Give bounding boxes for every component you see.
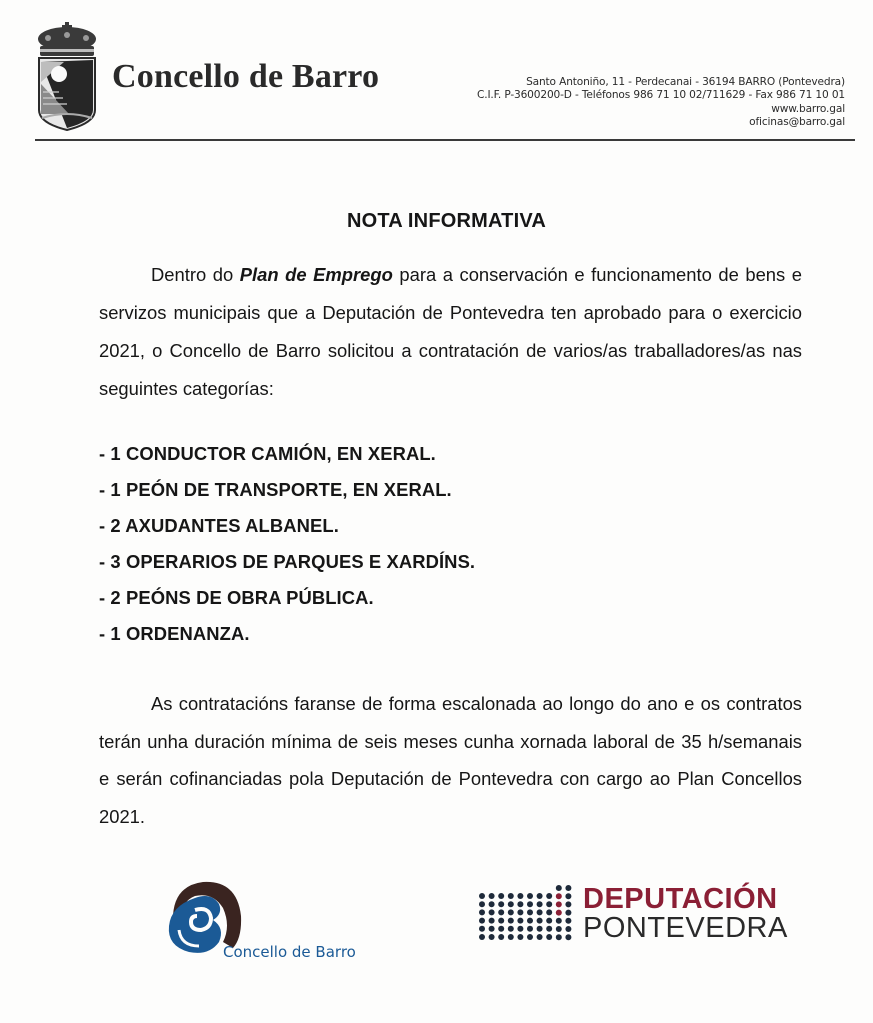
logo-dot xyxy=(489,909,495,915)
website-link[interactable]: www.barro.gal xyxy=(771,102,845,115)
logo-dot xyxy=(479,893,485,899)
logo-dot xyxy=(556,926,562,932)
logo-dot xyxy=(527,926,533,932)
logo-dot xyxy=(546,918,552,924)
logo-dot xyxy=(527,901,533,907)
logo-dot xyxy=(508,934,514,940)
logo-dot xyxy=(565,926,571,932)
logo-dot xyxy=(556,918,562,924)
logo-dot xyxy=(498,926,504,932)
logo-dot xyxy=(517,934,523,940)
logo-dot xyxy=(517,893,523,899)
logo-dot xyxy=(479,926,485,932)
logo-dot xyxy=(517,926,523,932)
logo-dot xyxy=(546,893,552,899)
list-item: - 2 PEÓNS DE OBRA PÚBLICA. xyxy=(99,587,374,608)
logo-dot xyxy=(498,893,504,899)
logo-dot xyxy=(508,926,514,932)
logo-dot xyxy=(546,901,552,907)
logo-dot xyxy=(479,901,485,907)
logo-dot xyxy=(556,885,562,891)
logo-dot xyxy=(489,893,495,899)
list-item: - 1 PEÓN DE TRANSPORTE, EN XERAL. xyxy=(99,479,452,500)
logo-dot xyxy=(498,934,504,940)
logo-dot xyxy=(508,909,514,915)
intro-text-after: para a conservación e funcionamento de bens e servizos municipais que a Deputación de Pontevedra ten aprobado para o exercicio 2021, o Concello de Barro solicitou a contratación de varios/as traballadores/as nas seguintes categorías: xyxy=(99,264,802,399)
logo-dot xyxy=(479,934,485,940)
deputacion-logo-line2: PONTEVEDRA xyxy=(583,912,788,944)
logo-dot xyxy=(498,901,504,907)
logo-dot xyxy=(565,934,571,940)
logo-dot xyxy=(489,926,495,932)
logo-dot xyxy=(565,910,571,916)
coat-of-arms-icon xyxy=(34,22,100,132)
list-item: - 2 AXUDANTES ALBANEL. xyxy=(99,515,339,536)
logo-dot xyxy=(489,918,495,924)
deputacion-logo-line1: DEPUTACIÓN xyxy=(583,883,778,915)
conditions-text: As contratacións faranse de forma escalonada ao longo do ano e os contratos terán unha duración mínima de seis meses cunha xornada laboral de 35 h/semanais e serán cofinanciadas pola Deputación de Pontevedra con cargo ao Plan Concellos 2021. xyxy=(99,693,802,827)
list-item: - 1 CONDUCTOR CAMIÓN, EN XERAL. xyxy=(99,443,436,464)
logo-dot xyxy=(517,901,523,907)
list-item: - 3 OPERARIOS DE PARQUES E XARDÍNS. xyxy=(99,551,476,572)
document-title: NOTA INFORMATIVA xyxy=(346,210,547,232)
logo-dot xyxy=(556,910,562,916)
logo-dot xyxy=(565,885,571,891)
logo-dot xyxy=(489,934,495,940)
phone-fax-line: C.I.F. P-3600200-D - Teléfonos 986 71 10 02/711629 - Fax 986 71 10 01 xyxy=(476,89,845,102)
logo-dot xyxy=(546,934,552,940)
conditions-paragraph xyxy=(99,685,802,835)
address-line: Santo Antoniño, 11 - Perdecanai - 36194 BARRO (Pontevedra) xyxy=(526,76,845,88)
logo-dot xyxy=(498,918,504,924)
logo-dot xyxy=(537,934,543,940)
logo-dot xyxy=(498,909,504,915)
deputacion-dot-grid-icon xyxy=(478,884,578,944)
logo-dot xyxy=(537,893,543,899)
logo-dot xyxy=(537,909,543,915)
logo-dot xyxy=(517,918,523,924)
logo-dot xyxy=(508,893,514,899)
logo-dot xyxy=(479,918,485,924)
logo-dot xyxy=(527,934,533,940)
logo-dot xyxy=(556,893,562,899)
logo-dot xyxy=(546,926,552,932)
logo-dot xyxy=(546,909,552,915)
positions-list xyxy=(99,436,475,652)
contact-info xyxy=(477,76,845,130)
logo-dot xyxy=(556,934,562,940)
logo-dot xyxy=(489,901,495,907)
logo-dot xyxy=(517,909,523,915)
logo-dot xyxy=(508,918,514,924)
email-link[interactable]: oficinas@barro.gal xyxy=(749,116,845,129)
logo-dot xyxy=(565,901,571,907)
intro-text-before: Dentro do xyxy=(151,264,240,285)
logo-dot xyxy=(527,918,533,924)
header-divider xyxy=(35,139,855,141)
plan-emphasis: Plan de Emprego xyxy=(239,264,393,285)
logo-dot xyxy=(527,909,533,915)
intro-paragraph xyxy=(99,256,802,408)
logo-dot xyxy=(537,926,543,932)
logo-dot xyxy=(527,893,533,899)
logo-dot xyxy=(565,893,571,899)
barro-logo-text: Concello de Barro xyxy=(223,943,356,961)
logo-dot xyxy=(537,901,543,907)
logo-dot xyxy=(537,918,543,924)
logo-dot xyxy=(508,901,514,907)
list-item: - 1 ORDENANZA. xyxy=(99,623,250,644)
logo-dot xyxy=(479,909,485,915)
logo-dot xyxy=(565,918,571,924)
brand-title: Concello de Barro xyxy=(112,58,380,95)
logo-dot xyxy=(556,901,562,907)
